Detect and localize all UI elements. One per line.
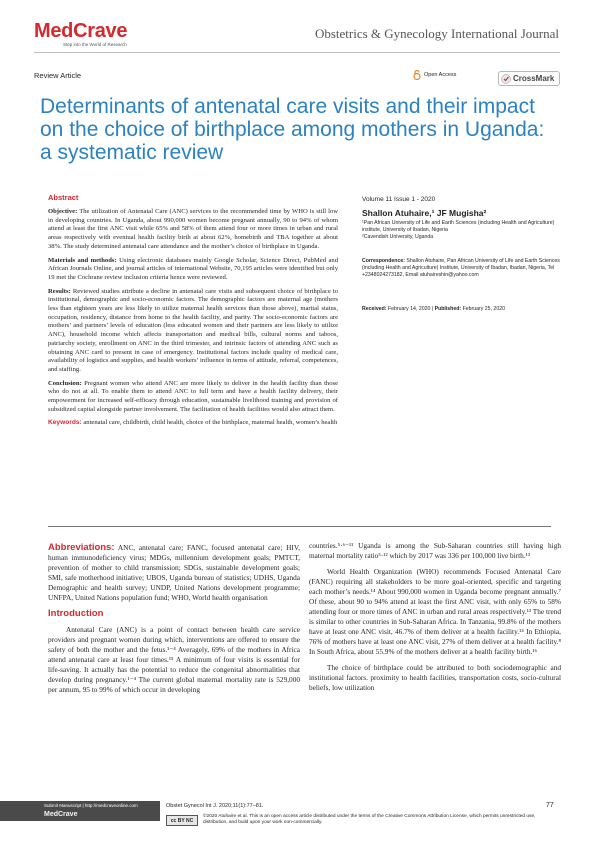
crossmark-button[interactable] — [498, 71, 560, 86]
logo-tagline: Step into the World of Research — [63, 42, 127, 47]
objective-label: Objective: — [48, 208, 78, 215]
correspondence-label: Correspondence: — [362, 258, 405, 264]
correspondence-block — [362, 258, 562, 279]
objective-text: The utilization of Antenatal Care (ANC) services to the recommended time by WHO is still low in developing countries. In Uganda, about 990,000 women become pregnant annually, 90 to 94% of whom attend at least the first ANC visit while 65% and 58% of them attend four or more times in urban and rural areas respectively with eventual health facility birth at about 62%, homebirth and TBA together at about 38%. The study determined antenatal care attendance and the mother’s choice of birthplace in Uganda. — [48, 208, 339, 250]
submit-manuscript-link[interactable]: Submit Manuscript | http://medcraveonline.com — [44, 803, 138, 808]
body-left-column — [48, 543, 300, 701]
published-date: February 25, 2020 — [462, 306, 505, 312]
affiliation-1: ¹Pan African University of Life and Earth Sciences (including Health and Agriculture) institute, University of Ibadan, Nigeria — [362, 220, 555, 233]
authors-block — [362, 210, 562, 241]
open-access-label[interactable]: Open Access — [424, 72, 457, 78]
abstract-conclusion — [48, 380, 338, 415]
abstract-methods — [48, 257, 338, 283]
volume-text: Volume 11 Issue 1 - 2020 — [362, 196, 436, 203]
footer-logo: MedCrave — [44, 811, 78, 818]
affiliation-2: ²Cavendish University, Uganda — [362, 234, 434, 240]
article-type: Review Article — [34, 71, 82, 80]
volume-issue — [362, 196, 562, 204]
abbreviations — [48, 543, 300, 603]
authors: Shallon Atuhaire,¹ JF Mugisha² — [362, 208, 487, 218]
dates-block: Received: February 14, 2020 | Published: February 25, 2020 — [362, 306, 505, 312]
keywords-text: antenatal care, childbirth, child health, choice of the birthplace, maternal health, women’s health — [83, 419, 338, 427]
body-right-column — [309, 541, 561, 699]
cc-license-badge[interactable]: cc BY NC — [166, 815, 198, 826]
received-label: Received: — [362, 306, 387, 312]
methods-label: Materials and methods: — [48, 256, 117, 264]
page-number: 77 — [546, 802, 554, 809]
footer-citation: Obstet Gynecol Int J. 2020;11(1):77‒81. — [166, 803, 264, 809]
methods-text: Using electronic databases mainly Google Scholar, Science Direct, PubMed and African Journals Online, and journal articles of international Website, 70,195 articles were identified but only 19 met the Cochrane review inclusion criteria hence were reviewed. — [48, 256, 338, 281]
abstract-objective — [48, 208, 338, 252]
abbreviations-text: ANC, antenatal care; FANC, focused antenatal care; HIV, human immunodeficiency virus; MDGs, millennium development goals; PMTCT, prevention of mother to child transmission; SDGs, sustainable development goals; SMI, safe motherhood initiative; UBOS, Uganda bureau of statistics; UDHS, Uganda Demographic and health survey; UNDP, United Nations development programme; UNFPA, United Nations population fund; WHO, World health organisation — [48, 543, 300, 602]
keywords-label: Keywords: — [48, 419, 82, 427]
intro-paragraph-1: Antenatal Care (ANC) is a point of contact between health care service providers and pregnant women during which, interventions are offered to ensure the safety of both the mother and the fetus.¹⁻⁴ Averagely, 69% of the mothers in Africa attend antenatal care at least four times.¹⁵ A minimum of four visits is essential for life-saving. It actually has the potential to reduce the congenital abnormalities that develop during pregnancy.¹⁻⁴ The current global maternal mortality rate is 529,000 per annum, 95 to 99% of which occur in developing — [48, 625, 300, 694]
right-paragraph-1: countries.⁵·⁶⁻¹¹ Uganda is among the Sub-Saharan countries still having high maternal mortality ratio⁵·¹² which by 2017 was 336 per 100,000 live birth.¹³ — [309, 541, 561, 560]
conclusion-label: Conclusion: — [48, 379, 82, 387]
right-paragraph-2: World Health Organization (WHO) recommends Focused Antenatal Care (FANC) requiring all stakeholders to be more goal-oriented, specific and targeting each mother’s needs.¹⁴ About 990,000 women in Uganda become pregnant annually.⁷ Of these, about 90 to 94% attend at least the first ANC visit, with only 65% to 58% attending four or more times of ANC in urban and rural areas respectively.¹³ The trend is similar to other countries in Sub-Saharan Africa. In Tanzania, 99.8% of the mothers have at least one ANC visit, 46.7% of them deliver at a health facility.¹⁴ In Ethiopia, 76% of mothers have at least one ANC visit, 27% of them deliver at a health facility.⁸ In South Africa, about 55.9% of the mothers deliver at a health facility birth.¹⁶ — [309, 567, 561, 656]
abstract-heading: Abstract — [48, 193, 79, 202]
open-access-icon — [413, 70, 421, 80]
abstract-body — [48, 208, 338, 433]
introduction-heading: Introduction — [48, 608, 104, 619]
correspondence-text: Shallon Atuhaire, Pan African University of Life and Earth Sciences (including Health and Agriculture) Institute, University of Ibadan, Ibadan, Nigeria, Tel +2348024273182, Email atuhaireshin@yahoo.com — [362, 258, 560, 278]
crossmark-icon — [501, 74, 511, 84]
journal-name: Obstetrics & Gynecology International Journal — [314, 26, 559, 41]
abstract-results — [48, 288, 338, 375]
medcrave-logo[interactable] — [34, 20, 127, 43]
crossmark-label: CrossMark — [513, 74, 555, 83]
received-date: February 14, 2020 — [387, 306, 431, 312]
header-divider — [34, 52, 560, 53]
article-title: Determinants of antenatal care visits and their impact on the choice of birthplace among mothers in Uganda: a systematic review — [40, 95, 545, 164]
abstract-keywords — [48, 419, 338, 428]
section-divider — [48, 526, 551, 527]
results-text: Reviewed studies attribute a decline in antenatal care visits and subsequent choice of birthplace to institutional, demographic and socio-economic factors. The demographic factors are maternal age (mothers less than eighteen years are less likely to utilize maternal health services than those above), marital status, occupation, residency, distance from home to the health facility, and parity. The socio-economic factors are mothers’ and partners’ levels of education (less educated women and their partners are less likely to utilize ANC), household income which affects transportation and medical bills, cultural norms and taboos, patriarchy society, enrollment on ANC in the third trimester, and intrinsic factors of attending ANC such as obtaining ANC card to present in case of emergency. Institutional factors include quality of medical care, availability of logistics and supplies, and health workers’ influence in terms of attitude, referral, competences, and staffing. — [48, 287, 338, 373]
right-paragraph-3: The choice of birthplace could be attributed to both sociodemographic and institutional factors. proximity to health facilities, transportation costs, socio-cultural beliefs, low utilization — [309, 663, 561, 692]
license-text: ©2020 Atuhaire et al. This is an open access article distributed under the terms of the Creative Commons Attribution License, which permits unrestricted use, distribution, and build upon your work non-commercially. — [203, 814, 536, 826]
conclusion-text: Pregnant women who attend ANC are more likely to deliver in the health facility than those who do not at all. To enable them to attend ANC to full term and have a health facility delivery, their empowerment for increased self-efficacy through education, sustainable livelihood training and provision of subsidized capital alongside partner involvement. The facilitation of health facilities would also attract them. — [48, 379, 338, 413]
logo-text: MedCrave — [34, 20, 128, 42]
results-label: Results: — [48, 287, 71, 295]
published-label: Published: — [434, 306, 462, 312]
abbreviations-label: Abbreviations: — [48, 542, 115, 553]
